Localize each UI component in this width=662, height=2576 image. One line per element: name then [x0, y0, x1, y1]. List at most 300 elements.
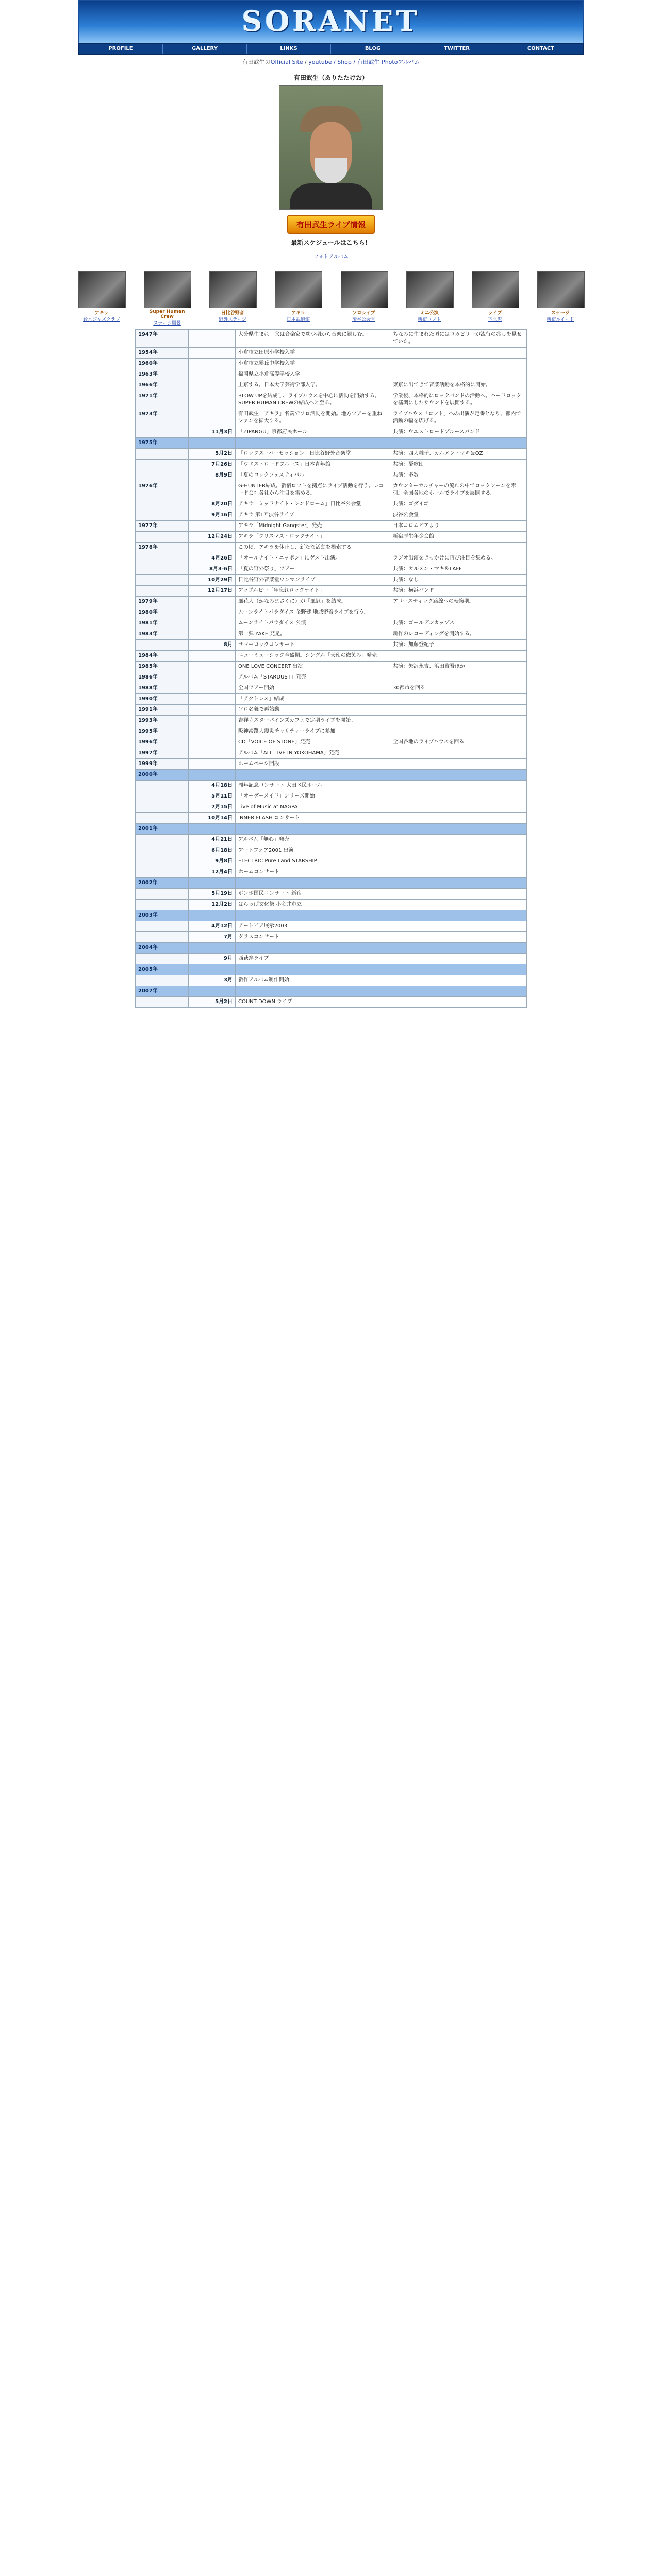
nav-links[interactable]: LINKS: [247, 44, 331, 54]
history-row: [136, 662, 527, 672]
event-cell: 「ZIPANGU」京都府民ホール: [236, 427, 390, 438]
date-cell: [189, 521, 236, 532]
date-cell: [189, 986, 236, 997]
note-cell: [390, 438, 527, 449]
note-cell: 新作のレコーディングを開始する。: [390, 629, 527, 640]
history-row: [136, 932, 527, 943]
gallery-link[interactable]: 新宿ルイード: [547, 317, 574, 323]
note-cell: [390, 856, 527, 867]
history-row: [136, 575, 527, 586]
history-row: [136, 813, 527, 824]
history-row: [136, 705, 527, 716]
year-cell: [136, 640, 189, 651]
event-cell: [236, 943, 390, 954]
gallery-image[interactable]: [275, 271, 322, 308]
note-cell: [390, 651, 527, 662]
event-cell: [236, 986, 390, 997]
history-row: [136, 781, 527, 791]
year-cell: 1990年: [136, 694, 189, 705]
sub-prefix: 有田武生の: [242, 59, 271, 65]
year-cell: [136, 997, 189, 1008]
note-cell: [390, 813, 527, 824]
year-cell: 1983年: [136, 629, 189, 640]
history-row: [136, 629, 527, 640]
history-row: [136, 748, 527, 759]
note-cell: [390, 889, 527, 900]
history-row: [136, 737, 527, 748]
gallery-image[interactable]: [209, 271, 257, 308]
history-row: [136, 597, 527, 607]
note-cell: 共演：四人囃子、カルメン・マキ＆OZ: [390, 449, 527, 460]
gallery-link[interactable]: 下北沢: [488, 317, 502, 323]
nav-contact[interactable]: CONTACT: [499, 44, 583, 54]
date-cell: [189, 359, 236, 369]
date-cell: [189, 409, 236, 427]
year-cell: 1954年: [136, 348, 189, 359]
note-cell: [390, 954, 527, 964]
year-cell: 2003年: [136, 910, 189, 921]
photo-gallery: [78, 271, 584, 326]
date-cell: 4月18日: [189, 781, 236, 791]
history-row: [136, 510, 527, 521]
event-cell: 周年記念コンサート 大田区民ホール: [236, 781, 390, 791]
history-row: [136, 954, 527, 964]
year-cell: 1978年: [136, 543, 189, 553]
note-cell: 共演：憂歌団: [390, 460, 527, 470]
note-cell: ちなみに生まれた頃にはロカビリーが流行の兆しを見せていた。: [390, 330, 527, 348]
year-cell: 1988年: [136, 683, 189, 694]
gallery-thumb[interactable]: [406, 271, 453, 326]
date-cell: 4月12日: [189, 921, 236, 932]
gallery-link[interactable]: 新宿ロフト: [418, 317, 441, 323]
date-cell: [189, 543, 236, 553]
date-cell: [189, 770, 236, 781]
history-row: [136, 470, 527, 481]
gallery-image[interactable]: [472, 271, 519, 308]
event-cell: ELECTRIC Pure Land STARSHIP: [236, 856, 390, 867]
year-cell: 1996年: [136, 737, 189, 748]
main-nav: [78, 43, 584, 55]
event-cell: 有田武生「アキラ」名義でソロ活動を開始。地方ツアーを重ねファンを拡大する。: [236, 409, 390, 427]
date-cell: 12月4日: [189, 867, 236, 878]
gallery-link[interactable]: ステージ風景: [153, 321, 181, 326]
history-row: [136, 683, 527, 694]
gallery-thumb[interactable]: [537, 271, 584, 326]
event-cell: 新作アルバム制作開始: [236, 975, 390, 986]
gallery-image[interactable]: [78, 271, 126, 308]
history-row: [136, 845, 527, 856]
note-cell: [390, 791, 527, 802]
note-cell: 共演：ゴールデンカップス: [390, 618, 527, 629]
date-cell: [189, 694, 236, 705]
date-cell: [189, 943, 236, 954]
year-cell: [136, 564, 189, 575]
note-cell: [390, 607, 527, 618]
date-cell: [189, 629, 236, 640]
history-row: [136, 716, 527, 726]
history-row: [136, 640, 527, 651]
note-cell: [390, 878, 527, 889]
gallery-title: 日比谷野音: [221, 311, 244, 316]
date-cell: [189, 481, 236, 499]
date-cell: 6月18日: [189, 845, 236, 856]
event-cell: [236, 824, 390, 835]
history-row: [136, 672, 527, 683]
date-cell: [189, 438, 236, 449]
note-cell: [390, 781, 527, 791]
year-cell: 2004年: [136, 943, 189, 954]
note-cell: [390, 900, 527, 910]
note-cell: 新宿厚生年金会館: [390, 532, 527, 543]
date-cell: [189, 607, 236, 618]
photo-album-link[interactable]: フォトアルバム: [313, 254, 349, 260]
nav-gallery[interactable]: GALLERY: [163, 44, 247, 54]
history-row: [136, 975, 527, 986]
event-cell: INNER FLASH コンサート: [236, 813, 390, 824]
gallery-thumb[interactable]: [341, 271, 387, 326]
year-cell: [136, 954, 189, 964]
year-cell: 1976年: [136, 481, 189, 499]
nav-profile[interactable]: PROFILE: [79, 44, 163, 54]
official-site-link[interactable]: Official Site: [270, 59, 303, 65]
note-cell: [390, 748, 527, 759]
year-cell: 1947年: [136, 330, 189, 348]
history-row: [136, 427, 527, 438]
date-cell: 7月15日: [189, 802, 236, 813]
note-cell: [390, 975, 527, 986]
event-cell: CD「VOICE OF STONE」発売: [236, 737, 390, 748]
year-cell: 2000年: [136, 770, 189, 781]
event-cell: 「オーダーメイド」シリーズ開始: [236, 791, 390, 802]
history-row: [136, 449, 527, 460]
history-row: [136, 521, 527, 532]
year-header-row: [136, 770, 527, 781]
note-cell: 全国各地のライブハウスを回る: [390, 737, 527, 748]
note-cell: 共演：ゴダイゴ: [390, 499, 527, 510]
year-cell: [136, 921, 189, 932]
date-cell: 4月26日: [189, 553, 236, 564]
year-cell: [136, 845, 189, 856]
gallery-title: アキラ: [94, 311, 109, 316]
note-cell: [390, 369, 527, 380]
history-table: [135, 329, 527, 1008]
date-cell: [189, 683, 236, 694]
date-cell: 8月9日: [189, 470, 236, 481]
event-cell: アートピア展示2003: [236, 921, 390, 932]
history-row: [136, 835, 527, 845]
note-cell: [390, 964, 527, 975]
year-cell: [136, 932, 189, 943]
date-cell: [189, 759, 236, 770]
date-cell: [189, 878, 236, 889]
note-cell: 共演：加藤登紀子: [390, 640, 527, 651]
year-cell: [136, 575, 189, 586]
year-cell: [136, 460, 189, 470]
note-cell: 日本コロムビアより: [390, 521, 527, 532]
date-cell: 5月11日: [189, 791, 236, 802]
year-cell: [136, 499, 189, 510]
note-cell: [390, 359, 527, 369]
history-row: [136, 651, 527, 662]
gallery-thumb[interactable]: [78, 271, 125, 326]
event-cell: アルバム「STARDUST」発売: [236, 672, 390, 683]
note-cell: [390, 348, 527, 359]
event-cell: ニューミュージック全盛期。シングル「天使の微笑み」発売。: [236, 651, 390, 662]
event-cell: ボンボ国民コンサート 新宿: [236, 889, 390, 900]
history-row: [136, 359, 527, 369]
note-cell: [390, 943, 527, 954]
event-cell: 大分県生まれ。父は音楽家で幼少期から音楽に親しむ。: [236, 330, 390, 348]
year-cell: 1977年: [136, 521, 189, 532]
note-cell: 共演：矢沢永吉、浜田省吾ほか: [390, 662, 527, 672]
year-cell: 1980年: [136, 607, 189, 618]
event-cell: [236, 770, 390, 781]
event-cell: [236, 438, 390, 449]
note-cell: アコースティック路線への転換期。: [390, 597, 527, 607]
history-row: [136, 380, 527, 391]
note-cell: [390, 845, 527, 856]
event-cell: 第一弾 YAKE 発足。: [236, 629, 390, 640]
history-row: [136, 791, 527, 802]
year-header-row: [136, 986, 527, 997]
date-cell: 10月29日: [189, 575, 236, 586]
note-cell: 共演：多数: [390, 470, 527, 481]
history-row: [136, 726, 527, 737]
year-cell: 2002年: [136, 878, 189, 889]
date-cell: [189, 348, 236, 359]
date-cell: 12月24日: [189, 532, 236, 543]
gallery-thumb[interactable]: [209, 271, 256, 326]
date-cell: [189, 705, 236, 716]
year-cell: [136, 889, 189, 900]
year-cell: [136, 975, 189, 986]
history-row: [136, 481, 527, 499]
gallery-image[interactable]: [406, 271, 454, 308]
year-cell: [136, 553, 189, 564]
note-cell: [390, 921, 527, 932]
event-cell: アルバム「無心」発売: [236, 835, 390, 845]
gallery-title: ソロライブ: [352, 311, 375, 316]
gallery-thumb[interactable]: [275, 271, 321, 326]
event-cell: 「夏のロックフェスティバル」: [236, 470, 390, 481]
note-cell: 渋谷公会堂: [390, 510, 527, 521]
note-cell: 東京に出てきて音楽活動を本格的に開始。: [390, 380, 527, 391]
date-cell: [189, 369, 236, 380]
date-cell: [189, 964, 236, 975]
year-cell: 1997年: [136, 748, 189, 759]
gallery-image[interactable]: [537, 271, 585, 308]
gallery-title: Super Human Crew: [149, 309, 185, 319]
year-cell: 1966年: [136, 380, 189, 391]
site-banner: [78, 0, 584, 43]
event-cell: 福岡県立小倉高等学校入学: [236, 369, 390, 380]
year-cell: 1971年: [136, 391, 189, 409]
event-cell: アップルビー「年忘れロックナイト」: [236, 586, 390, 597]
history-row: [136, 618, 527, 629]
event-cell: 上京する。日本大学芸術学部入学。: [236, 380, 390, 391]
event-cell: この頃、アキラを休止し、新たな活動を模索する。: [236, 543, 390, 553]
year-cell: 1973年: [136, 409, 189, 427]
year-cell: [136, 791, 189, 802]
date-cell: [189, 672, 236, 683]
history-row: [136, 330, 527, 348]
year-cell: [136, 510, 189, 521]
event-cell: 全国ツアー開始: [236, 683, 390, 694]
gallery-title: ミニ公演: [420, 311, 439, 316]
history-row: [136, 997, 527, 1008]
year-cell: 1963年: [136, 369, 189, 380]
history-row: [136, 921, 527, 932]
event-cell: 「ロックスーパーセッション」日比谷野外音楽堂: [236, 449, 390, 460]
history-row: [136, 900, 527, 910]
year-cell: 1986年: [136, 672, 189, 683]
history-row: [136, 867, 527, 878]
youtube-shop-link[interactable]: youtube / Shop / 有田武生 Photoアルバム: [308, 59, 420, 65]
event-cell: COUNT DOWN ライブ: [236, 997, 390, 1008]
note-cell: [390, 672, 527, 683]
date-cell: 7月: [189, 932, 236, 943]
year-cell: 1984年: [136, 651, 189, 662]
date-cell: [189, 662, 236, 672]
history-row: [136, 694, 527, 705]
date-cell: [189, 597, 236, 607]
gallery-link[interactable]: 鈴木ジャズクラブ: [83, 317, 120, 323]
event-cell: グラスコンサート: [236, 932, 390, 943]
year-cell: 1981年: [136, 618, 189, 629]
event-cell: ソロ名義で再始動: [236, 705, 390, 716]
event-cell: 日比谷野外音楽堂ワンマンライブ: [236, 575, 390, 586]
note-cell: 共演：なし: [390, 575, 527, 586]
date-cell: [189, 618, 236, 629]
date-cell: 9月: [189, 954, 236, 964]
note-cell: [390, 770, 527, 781]
gallery-image[interactable]: [341, 271, 388, 308]
history-row: [136, 856, 527, 867]
year-cell: 2005年: [136, 964, 189, 975]
note-cell: [390, 543, 527, 553]
history-row: [136, 369, 527, 380]
gallery-title: アキラ: [291, 311, 305, 316]
nav-twitter[interactable]: TWITTER: [415, 44, 499, 54]
event-cell: サマーロックコンサート: [236, 640, 390, 651]
event-cell: 「夏の野外祭り」ツアー: [236, 564, 390, 575]
event-cell: [236, 964, 390, 975]
note-cell: [390, 932, 527, 943]
note-cell: 共演：横浜バンド: [390, 586, 527, 597]
date-cell: 10月14日: [189, 813, 236, 824]
event-cell: 西荻窪ライブ: [236, 954, 390, 964]
event-cell: ホームページ開設: [236, 759, 390, 770]
year-cell: [136, 835, 189, 845]
event-cell: 風花人（かなみまさくに）が「風冠」を結成。: [236, 597, 390, 607]
note-cell: [390, 986, 527, 997]
note-cell: ラジオ出演をきっかけに再び注目を集める。: [390, 553, 527, 564]
artist-portrait: [279, 85, 383, 210]
year-cell: 1985年: [136, 662, 189, 672]
note-cell: カウンターカルチャーの流れの中でロックシーンを牽引。全国各地のホールでライブを展開する。: [390, 481, 527, 499]
event-cell: 「オールナイト・ニッポン」にゲスト出演。: [236, 553, 390, 564]
year-header-row: [136, 438, 527, 449]
date-cell: 12月17日: [189, 586, 236, 597]
note-cell: 学業後、本格的にロックバンドの活動へ。ハードロックを基調にしたサウンドを展開する。: [390, 391, 527, 409]
sub-mid: /: [303, 59, 309, 65]
page-root: [78, 0, 584, 1008]
event-cell: 小倉市立霧丘中学校入学: [236, 359, 390, 369]
year-cell: 1975年: [136, 438, 189, 449]
gallery-image[interactable]: [144, 271, 191, 308]
year-cell: [136, 427, 189, 438]
date-cell: [189, 651, 236, 662]
date-cell: 8月: [189, 640, 236, 651]
gallery-link[interactable]: 野外ステージ: [219, 317, 247, 323]
date-cell: [189, 380, 236, 391]
sub-links: [78, 55, 584, 69]
schedule-link[interactable]: 最新スケジュールはこちら！: [291, 239, 371, 246]
event-cell: アキラ「ミッドナイト・シンドローム」日比谷公会堂: [236, 499, 390, 510]
event-cell: [236, 878, 390, 889]
gallery-thumb[interactable]: [472, 271, 518, 326]
gallery-thumb[interactable]: [144, 271, 190, 326]
date-cell: 3月: [189, 975, 236, 986]
event-cell: ムーンライトパラダイス 公演: [236, 618, 390, 629]
event-cell: ムーンライトパラダイス 金野健 地域密着ライブを行う。: [236, 607, 390, 618]
date-cell: [189, 330, 236, 348]
year-cell: [136, 781, 189, 791]
gallery-link[interactable]: 渋谷公会堂: [352, 317, 376, 323]
date-cell: [189, 824, 236, 835]
year-cell: 2001年: [136, 824, 189, 835]
year-cell: [136, 867, 189, 878]
gallery-link[interactable]: 日本武道館: [286, 317, 310, 323]
date-cell: [189, 748, 236, 759]
year-cell: [136, 449, 189, 460]
date-cell: [189, 910, 236, 921]
note-cell: 共演：カルメン・マキ＆LAFF: [390, 564, 527, 575]
history-row: [136, 802, 527, 813]
date-cell: 8月20日: [189, 499, 236, 510]
event-cell: アルバム「ALL LIVE IN YOKOHAMA」発売: [236, 748, 390, 759]
nav-blog[interactable]: BLOG: [331, 44, 415, 54]
note-cell: [390, 802, 527, 813]
year-cell: [136, 802, 189, 813]
event-cell: アキラ「クリスマス・ロックナイト」: [236, 532, 390, 543]
event-cell: 吉祥寺スターパインズカフェで定期ライブを開始。: [236, 716, 390, 726]
site-logo[interactable]: SORANET: [242, 5, 420, 38]
year-cell: 1999年: [136, 759, 189, 770]
event-cell: 「ウエストロードブルース」日本青年館: [236, 460, 390, 470]
date-cell: 5月2日: [189, 449, 236, 460]
note-cell: [390, 997, 527, 1008]
note-cell: [390, 726, 527, 737]
hero-section: [78, 69, 584, 264]
date-cell: [189, 391, 236, 409]
date-cell: 5月2日: [189, 997, 236, 1008]
date-cell: 9月16日: [189, 510, 236, 521]
event-cell: アートフェア2001 出演: [236, 845, 390, 856]
date-cell: 11月3日: [189, 427, 236, 438]
history-row: [136, 543, 527, 553]
year-cell: [136, 856, 189, 867]
date-cell: 9月8日: [189, 856, 236, 867]
year-header-row: [136, 878, 527, 889]
date-cell: [189, 716, 236, 726]
event-cell: BLOW UPを結成し、ライブハウスを中心に活動を開始する。SUPER HUMAN CREWの結成へと至る。: [236, 391, 390, 409]
live-info-button[interactable]: 有田武生ライブ情報: [287, 215, 375, 234]
year-cell: 1979年: [136, 597, 189, 607]
date-cell: 5月19日: [189, 889, 236, 900]
note-cell: [390, 910, 527, 921]
history-row: [136, 564, 527, 575]
